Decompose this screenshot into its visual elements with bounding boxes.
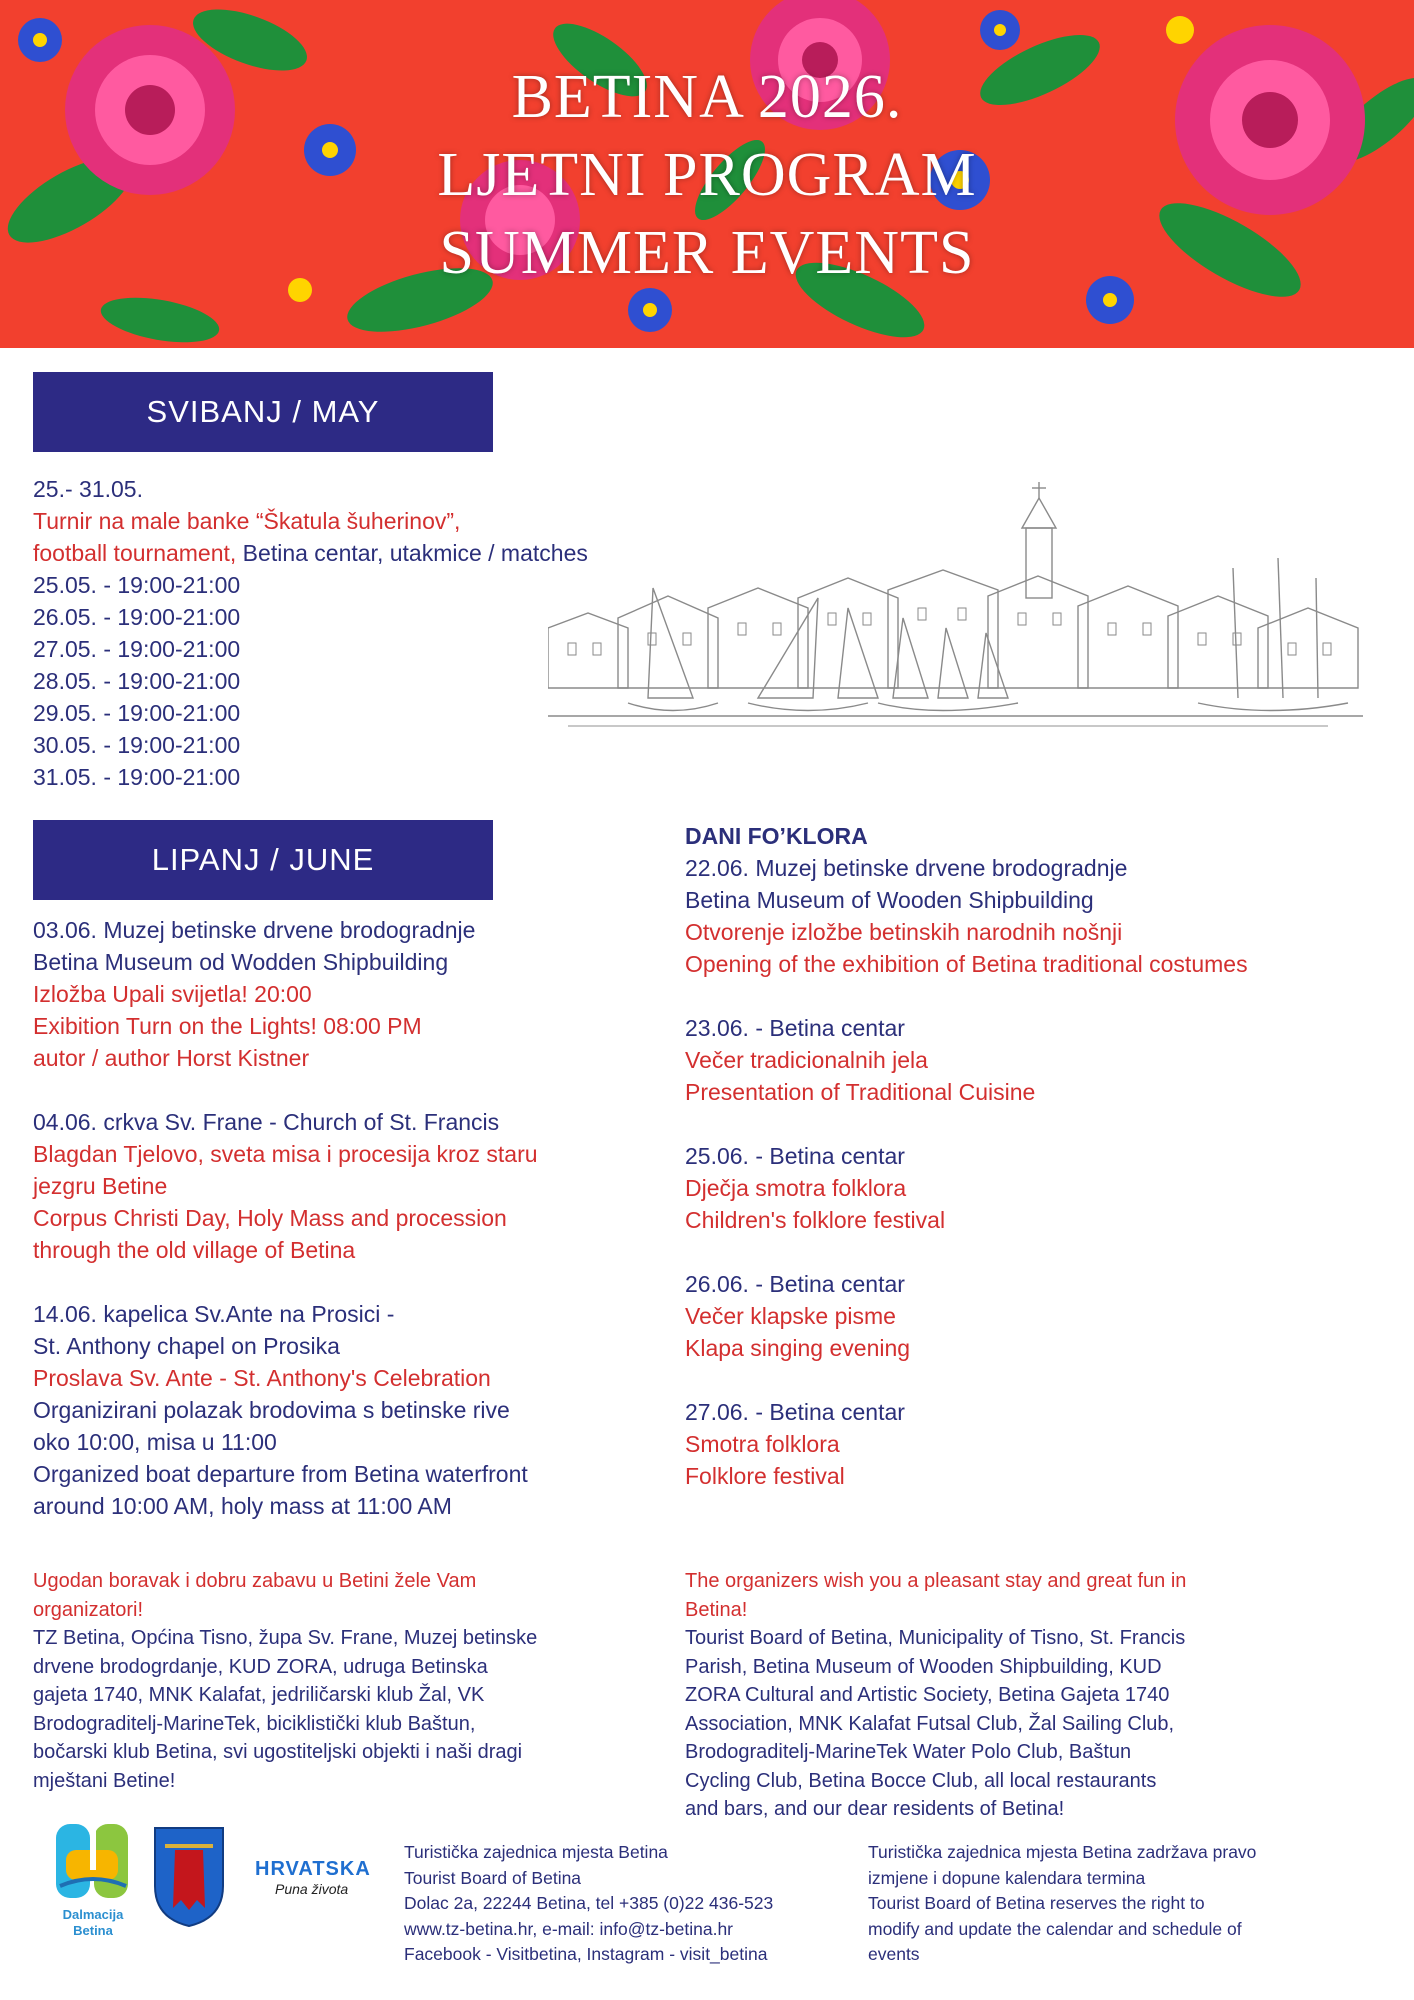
organizers-line: and bars, and our dear residents of Betina! — [685, 1798, 1065, 1820]
disclaimer-line: izmjene i dopune kalendara termina — [868, 1867, 1146, 1888]
event-title-en: Presentation of Traditional Cuisine — [685, 1079, 1036, 1105]
event-location: 14.06. kapelica Sv.Ante na Prosici - — [33, 1301, 395, 1327]
may-header — [33, 372, 493, 452]
footer-social: Facebook - Visitbetina, Instagram - visit_betina — [404, 1944, 768, 1964]
banner-title — [0, 58, 1414, 292]
event-details-en: around 10:00 AM, holy mass at 11:00 AM — [33, 1493, 452, 1519]
footer-org-name: Turistička zajednica mjesta Betina — [404, 1842, 668, 1862]
wish-line: organizatori! — [33, 1598, 144, 1621]
disclaimer-line: Turistička zajednica mjesta Betina zadržava pravo — [868, 1842, 1257, 1862]
match-time: 25.05. - 19:00-21:00 — [33, 572, 241, 598]
event-author: autor / author Horst Kistner — [33, 1045, 310, 1071]
disclaimer-line: events — [868, 1944, 920, 1964]
closing-note-en — [685, 1567, 1186, 1824]
organizers-line: Brodograditelj-MarineTek Water Polo Club, Baštun — [685, 1741, 1132, 1763]
event-location-en: St. Anthony chapel on Prosika — [33, 1333, 340, 1359]
june-header-label: LIPANJ / JUNE — [151, 842, 375, 877]
event-title: Blagdan Tjelovo, sveta misa i procesija kroz staru — [33, 1141, 538, 1167]
betina-coat-of-arms — [153, 1826, 225, 1933]
may-event-title: Turnir na male banke “Škatula šuherinov”, — [33, 508, 461, 534]
organizers-line: Tourist Board of Betina, Municipality of Tisno, St. Francis — [685, 1627, 1186, 1649]
organizers-line: mještani Betine! — [33, 1769, 176, 1792]
dalmacija-logo-text: Dalmacija — [62, 1907, 124, 1922]
event-location: 04.06. crkva Sv. Frane - Church of St. Francis — [33, 1109, 500, 1135]
event-title: Izložba Upali svijetla! 20:00 — [33, 981, 312, 1007]
footer-address: Dolac 2a, 22244 Betina, tel +385 (0)22 436-523 — [404, 1893, 774, 1913]
event-title-en: Klapa singing evening — [685, 1335, 911, 1361]
hrvatska-logo-slogan: Puna života — [275, 1881, 349, 1897]
organizers-line: gajeta 1740, MNK Kalafat, jedriličarski klub Žal, VK — [33, 1684, 485, 1706]
event-location: 25.06. - Betina centar — [685, 1143, 905, 1169]
event-details: oko 10:00, misa u 11:00 — [33, 1429, 277, 1455]
organizers-line: ZORA Cultural and Artistic Society, Betina Gajeta 1740 — [685, 1684, 1170, 1706]
may-event-subtitle-en: football tournament, — [33, 540, 237, 566]
banner-title-line: LJETNI PROGRAM — [437, 141, 977, 209]
betina-skyline-drawing — [548, 478, 1363, 738]
footer-web-email: www.tz-betina.hr, e-mail: info@tz-betina.hr — [404, 1918, 734, 1939]
may-date-range: 25.- 31.05. — [33, 476, 143, 502]
june-events — [33, 914, 538, 1522]
event-title: jezgru Betine — [33, 1173, 168, 1199]
match-time: 28.05. - 19:00-21:00 — [33, 668, 241, 694]
event-location: 26.06. - Betina centar — [685, 1271, 905, 1297]
organizers-line: Brodograditelj-MarineTek, biciklistički klub Baštun, — [33, 1712, 476, 1735]
banner-title-line: SUMMER EVENTS — [439, 219, 975, 287]
event-title-en: Opening of the exhibition of Betina traditional costumes — [685, 951, 1248, 977]
match-time: 26.05. - 19:00-21:00 — [33, 604, 241, 630]
disclaimer-line: Tourist Board of Betina reserves the right to — [868, 1893, 1205, 1913]
event-location-en: Betina Museum od Wodden Shipbuilding — [33, 949, 449, 975]
dalmacija-logo-icon — [52, 1820, 134, 1902]
betina-logo-text: Betina — [73, 1923, 113, 1938]
organizers-line: Parish, Betina Museum of Wooden Shipbuilding, KUD — [685, 1655, 1162, 1678]
organizers-line: bočarski klub Betina, svi ugostiteljski objekti i naši dragi — [33, 1741, 523, 1763]
organizers-line: TZ Betina, Općina Tisno, župa Sv. Frane, Muzej betinske — [33, 1627, 538, 1649]
folklore-events — [685, 820, 1248, 1492]
event-location: 03.06. Muzej betinske drvene brodogradnje — [33, 917, 476, 943]
event-location-en: Betina Museum of Wooden Shipbuilding — [685, 887, 1094, 913]
june-header — [33, 820, 493, 900]
event-title-en: Children's folklore festival — [685, 1207, 946, 1233]
wish-line: The organizers wish you a pleasant stay and great fun in — [685, 1570, 1187, 1592]
event-title: Otvorenje izložbe betinskih narodnih nošnji — [685, 919, 1123, 945]
match-time: 29.05. - 19:00-21:00 — [33, 700, 241, 726]
folklore-heading: DANI FO’KLORA — [685, 823, 868, 849]
banner-title-line: BETINA 2026. — [511, 63, 903, 131]
event-title: Dječja smotra folklora — [685, 1175, 907, 1201]
hrvatska-logo — [255, 1858, 375, 1897]
organizers-line: drvene brodogrdanje, KUD ZORA, udruga Betinska — [33, 1655, 488, 1678]
footer-disclaimer — [868, 1840, 1256, 1968]
event-title-en: through the old village of Betina — [33, 1237, 356, 1263]
disclaimer-line: modify and update the calendar and schedule of — [868, 1918, 1242, 1939]
event-location: 22.06. Muzej betinske drvene brodogradnje — [685, 855, 1128, 881]
footer-contact — [404, 1840, 773, 1968]
organizers-line: Cycling Club, Betina Bocce Club, all local restaurants — [685, 1769, 1157, 1792]
may-header-label: SVIBANJ / MAY — [146, 394, 380, 429]
match-time: 27.05. - 19:00-21:00 — [33, 636, 241, 662]
hrvatska-logo-word: HRVATSKA — [255, 1858, 371, 1880]
wish-line: Ugodan boravak i dobru zabavu u Betini žele Vam — [33, 1570, 477, 1592]
floral-banner — [0, 0, 1414, 348]
event-title: Proslava Sv. Ante - St. Anthony's Celebration — [33, 1365, 491, 1391]
event-title: Večer klapske pisme — [685, 1303, 896, 1329]
event-title: Večer tradicionalnih jela — [685, 1047, 928, 1073]
may-event-subtitle — [33, 537, 588, 569]
match-time: 30.05. - 19:00-21:00 — [33, 732, 241, 758]
event-title-en: Folklore festival — [685, 1463, 845, 1489]
organizers-line: Association, MNK Kalafat Futsal Club, Žal Sailing Club, — [685, 1712, 1175, 1735]
dalmacija-betina-logo — [52, 1820, 134, 1938]
event-title: Smotra folklora — [685, 1431, 840, 1457]
coat-of-arms-icon — [153, 1826, 225, 1928]
closing-note-hr — [33, 1567, 537, 1795]
may-events — [33, 473, 588, 793]
wish-line: Betina! — [685, 1598, 748, 1621]
event-location: 27.06. - Betina centar — [685, 1399, 905, 1425]
footer-org-name-en: Tourist Board of Betina — [404, 1867, 582, 1888]
event-details: Organizirani polazak brodovima s betinske rive — [33, 1397, 510, 1423]
match-time: 31.05. - 19:00-21:00 — [33, 764, 241, 790]
event-location: 23.06. - Betina centar — [685, 1015, 905, 1041]
event-details-en: Organized boat departure from Betina waterfront — [33, 1461, 528, 1487]
may-event-location: Betina centar, utakmice / matches — [236, 540, 588, 566]
event-title-en: Corpus Christi Day, Holy Mass and procession — [33, 1205, 507, 1231]
event-title-en: Exibition Turn on the Lights! 08:00 PM — [33, 1013, 422, 1039]
